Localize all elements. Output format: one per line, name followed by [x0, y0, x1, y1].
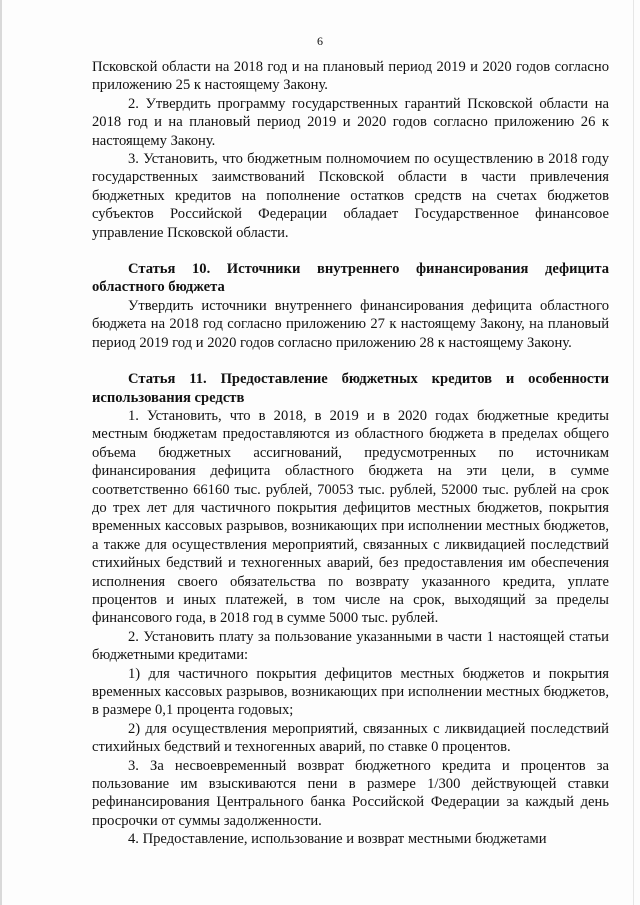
paragraph-continuation: Псковской области на 2018 год и на плановый период 2019 и 2020 годов согласно приложению 25 к настоящему Закону.	[92, 59, 609, 94]
article-10-heading: Статья 10. Источники внутреннего финансирования дефицита областного бюджета	[92, 261, 609, 296]
article-11-item-4: 4. Предоставление, использование и возврат местными бюджетами	[128, 831, 547, 848]
article-11-heading: Статья 11. Предоставление бюджетных кредитов и особенности использования средств	[92, 371, 609, 406]
article-11-subitem-1: 1) для частичного покрытия дефицитов местных бюджетов и покрытия временных кассовых разрывов, возникающих при исполнении местных бюджетов, в размере 0,1 процента годовых;	[92, 665, 609, 719]
scan-edge-right	[633, 0, 634, 905]
paragraph-item-3: 3. Установить, что бюджетным полномочием по осуществлению в 2018 году государственных заимствований Псковской области в части привлечения бюджетных кредитов на пополнение остатков средств на счетах бюджетов субъектов Российской Федерации обладает Государственное финансовое управление Псковской области.	[92, 151, 609, 241]
document-body	[92, 58, 609, 849]
article-11-subitem-2: 2) для осуществления мероприятий, связанных с ликвидацией последствий стихийных бедствий и техногенных аварий, по ставке 0 процентов.	[92, 720, 609, 756]
scan-edge-left	[0, 0, 2, 905]
paragraph-item-2: 2. Утвердить программу государственных гарантий Псковской области на 2018 год и на плановый период 2019 и 2020 годов согласно приложению 26 к настоящему Закону.	[92, 95, 609, 149]
page-number: 6	[317, 34, 323, 48]
article-11-item-2: 2. Установить плату за пользование указанными в части 1 настоящей статьи бюджетными кредитами:	[92, 628, 609, 664]
article-11-item-1: 1. Установить, что в 2018, в 2019 и в 2020 годах бюджетные кредиты местным бюджетам предоставляются из областного бюджета в пределах общего объема бюджетных ассигнований, предусмотренных по источникам финансирования дефицита областного бюджета на эти цели, в сумме соответственно 66160 тыс. рублей, 70053 тыс. рублей, 52000 тыс. рублей на срок до трех лет для частичного покрытия дефицитов местных бюджетов, покрытия временных кассовых разрывов, возникающих при исполнении местных бюджетов, а также для осуществления мероприятий, связанных с ликвидацией последствий стихийных бедствий и техногенных аварий, без предоставления им обеспечения исполнения своего обязательства по возврату указанного кредита, уплате процентов и иных платежей, в том числе на срок, выходящий за пределы финансового года, в 2018 год в сумме 5000 тыс. рублей.	[92, 407, 609, 627]
article-10-paragraph: Утвердить источники внутреннего финансирования дефицита областного бюджета на 2018 год согласно приложению 27 к настоящему Закону, на плановый период 2019 год и 2020 годов согласно приложению 28 к настоящему Закону.	[92, 297, 609, 351]
article-11-item-3: 3. За несвоевременный возврат бюджетного кредита и процентов за пользование им взыскиваются пени в размере 1/300 действующей ставки рефинансирования Центрального банка Российской Федерации за каждый день просрочки от суммы задолженности.	[92, 757, 609, 829]
